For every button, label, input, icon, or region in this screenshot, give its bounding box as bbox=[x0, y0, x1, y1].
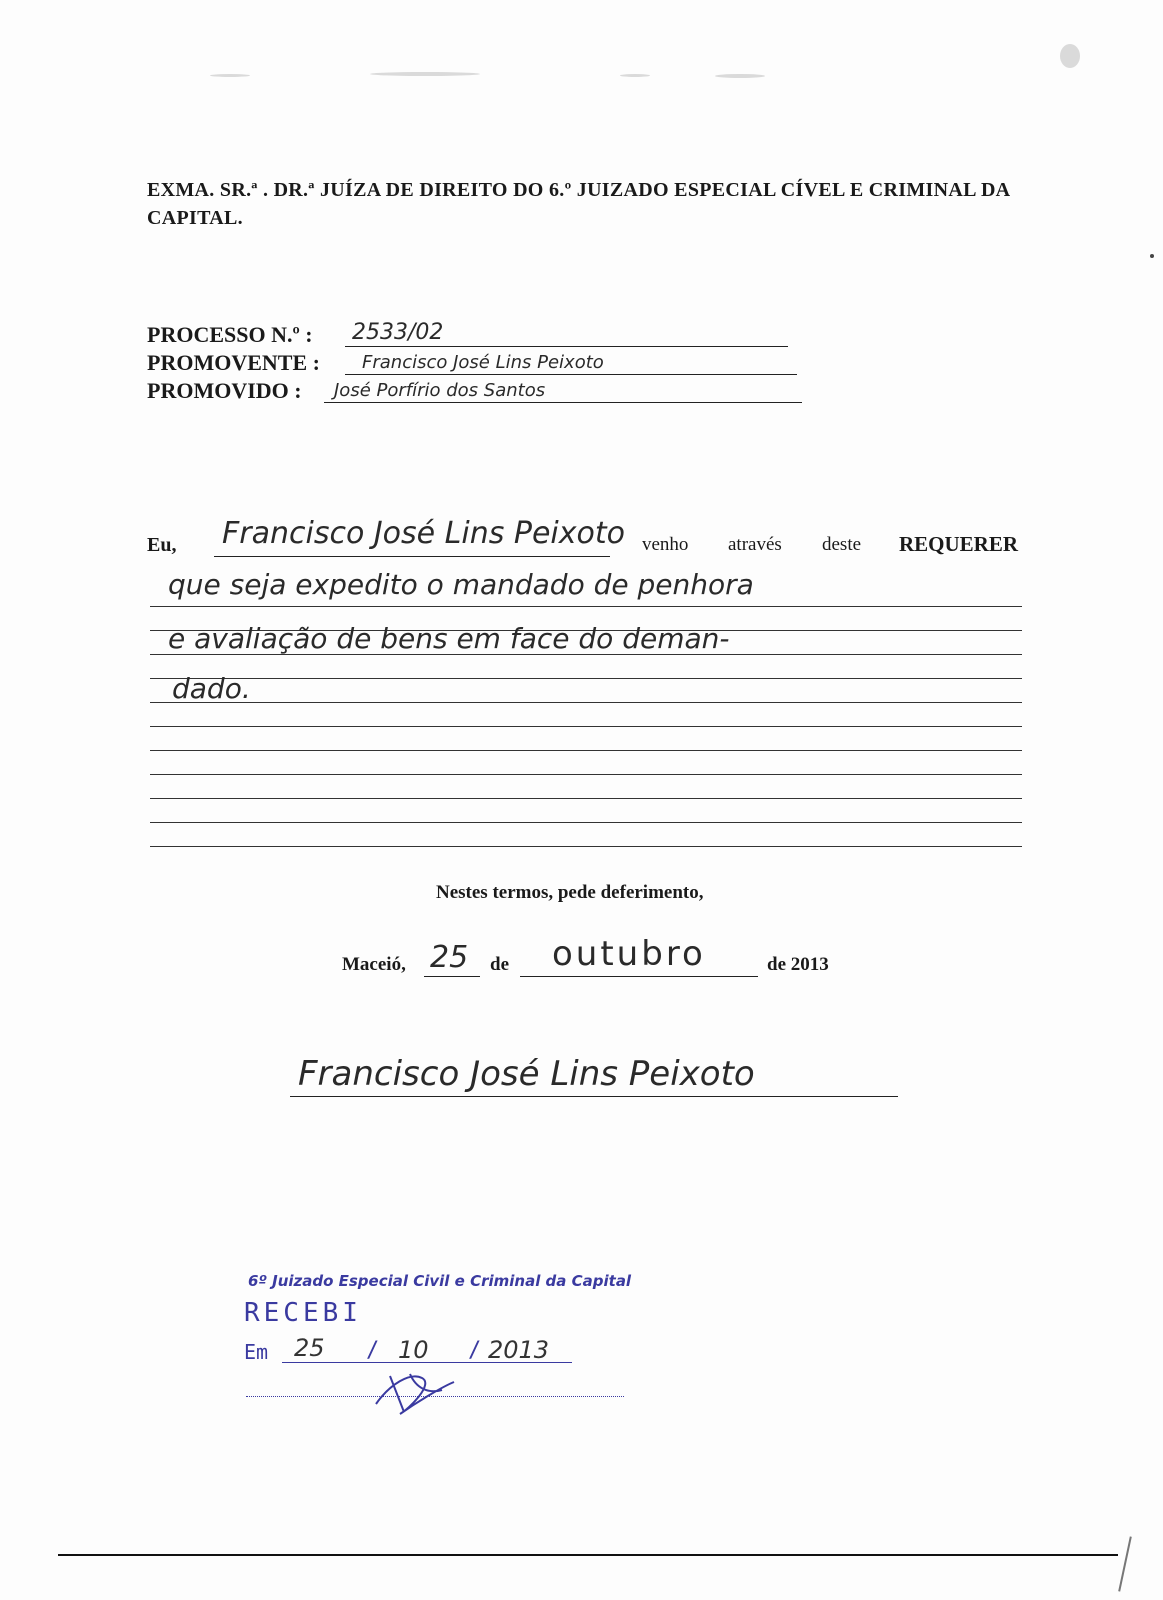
stamp-separator: / bbox=[468, 1338, 482, 1363]
scan-artifact bbox=[620, 74, 650, 77]
request-verb: REQUERER bbox=[899, 532, 1019, 556]
request-line-1: que seja expedito o mandado de penhora bbox=[168, 568, 754, 601]
ruled-line bbox=[150, 750, 1022, 751]
stamp-title: 6º Juizado Especial Civil e Criminal da Capital bbox=[248, 1272, 632, 1290]
ruled-line bbox=[150, 702, 1022, 703]
promovente-value: Francisco José Lins Peixoto bbox=[362, 352, 604, 373]
scan-artifact bbox=[1060, 44, 1080, 68]
promovido-line bbox=[324, 402, 802, 403]
stamp-em-label: Em bbox=[244, 1340, 269, 1364]
date-month-line bbox=[520, 976, 758, 977]
date-de: de bbox=[490, 954, 509, 975]
request-word-deste: deste bbox=[822, 534, 862, 555]
scan-dot bbox=[1150, 254, 1154, 258]
stamp-separator: / bbox=[366, 1338, 380, 1363]
ruled-line bbox=[150, 846, 1022, 847]
processo-value: 2533/02 bbox=[352, 320, 444, 345]
stamp-year: 2013 bbox=[488, 1336, 550, 1364]
request-word-atraves: através bbox=[728, 534, 782, 555]
ruled-line bbox=[150, 822, 1022, 823]
request-line-3: dado. bbox=[172, 672, 251, 705]
closing-text: Nestes termos, pede deferimento, bbox=[436, 882, 704, 903]
scan-edge-artifact bbox=[1118, 1536, 1132, 1591]
signature-line bbox=[290, 1096, 898, 1097]
date-day-line bbox=[424, 976, 480, 977]
bottom-rule bbox=[58, 1554, 1118, 1556]
requester-name: Francisco José Lins Peixoto bbox=[222, 516, 625, 551]
promovido-value: José Porfírio dos Santos bbox=[334, 380, 546, 401]
document-heading: EXMA. SR.ª . DR.ª JUÍZA DE DIREITO DO 6.º JUIZADO ESPECIAL CÍVEL E CRIMINAL DA CAPITAL. bbox=[147, 179, 1010, 229]
processo-label: PROCESSO N.º : bbox=[147, 322, 313, 347]
processo-line bbox=[345, 346, 788, 347]
stamp-initials-mark bbox=[370, 1364, 460, 1420]
promovente-line bbox=[345, 374, 797, 375]
ruled-line bbox=[150, 678, 1022, 679]
scan-artifact bbox=[210, 74, 250, 77]
stamp-day: 25 bbox=[294, 1334, 325, 1362]
stamp-received: RECEBI bbox=[244, 1298, 362, 1328]
ruled-line bbox=[150, 606, 1022, 607]
stamp-month: 10 bbox=[398, 1336, 429, 1364]
promovido-label: PROMOVIDO : bbox=[147, 378, 302, 403]
date-city: Maceió, bbox=[342, 954, 406, 975]
date-day: 25 bbox=[430, 940, 469, 975]
promovente-label: PROMOVENTE : bbox=[147, 350, 320, 375]
date-year: de 2013 bbox=[767, 954, 829, 975]
signature: Francisco José Lins Peixoto bbox=[298, 1054, 755, 1094]
request-prefix: Eu, bbox=[147, 534, 177, 556]
scan-artifact bbox=[715, 74, 765, 78]
request-line-2: e avaliação de bens em face do deman- bbox=[168, 622, 730, 655]
ruled-line bbox=[150, 726, 1022, 727]
ruled-line bbox=[150, 798, 1022, 799]
name-line bbox=[214, 556, 610, 557]
ruled-line bbox=[150, 774, 1022, 775]
scan-artifact bbox=[370, 72, 480, 76]
date-month: outubro bbox=[552, 934, 706, 974]
request-word-venho: venho bbox=[642, 534, 689, 555]
